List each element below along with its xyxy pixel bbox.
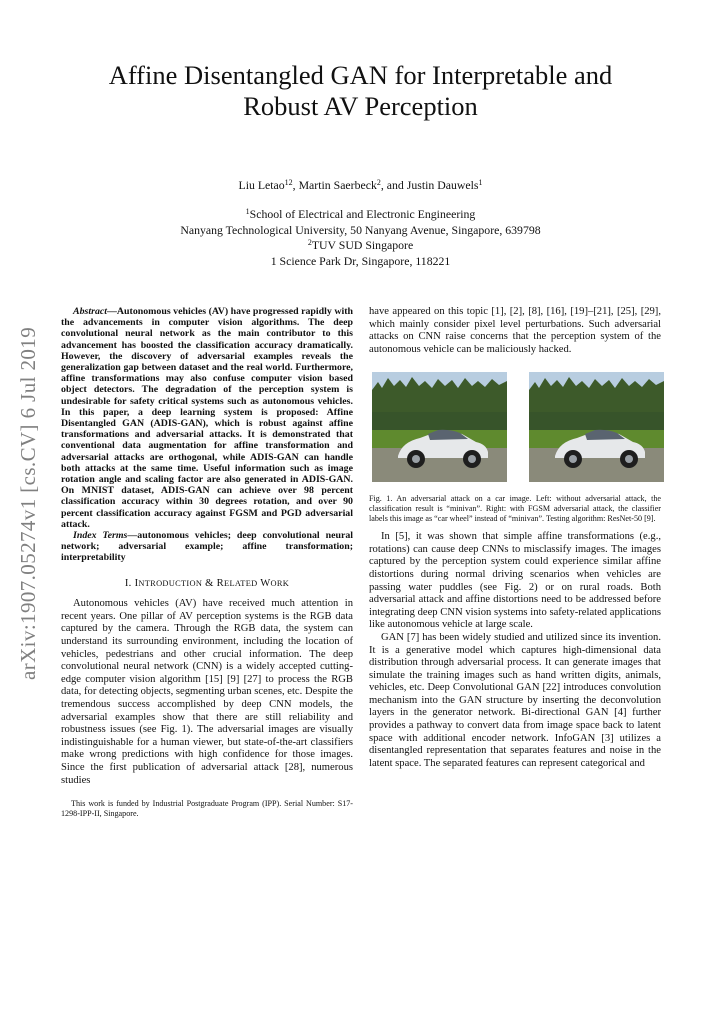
- car-image: [372, 372, 507, 482]
- affiliation-line: 1 Science Park Dr, Singapore, 118221: [270, 253, 451, 268]
- author-name: , and Justin Dauwels: [380, 178, 479, 192]
- funding-footnote: This work is funded by Industrial Postgraduate Program (IPP). Serial Number: S17-1298-IPP-II, Singapore.: [61, 799, 353, 818]
- paper-title: [60, 60, 661, 122]
- left-column: [61, 306, 353, 819]
- author-name: , Martin Saerbeck: [292, 178, 377, 192]
- author-list: [60, 178, 661, 193]
- affiliation-mark: 2: [307, 238, 312, 247]
- abstract-text: —Autonomous vehicles (AV) have progressed rapidly with the advancements in computer vision algorithms. The deep convolutional neural network as the main contributor to this advancement has boosted the classification accuracy dramatically. However, the discovery of adversarial examples reveals the generalization gap between dataset and the real world. Furthermore, affine transformations may also confuse computer vision based object detectors. The degradation of the perception system is undesirable for safety critical systems such as autonomous vehicles. In this paper, a deep learning system is proposed: Affine Disentangled GAN (ADIS-GAN), which is robust against affine transformations and adversarial attacks. It is demonstrated that conventional data augmentation for affine transformation and adversarial attacks are orthogonal, while ADIS-GAN can handle both attacks at the same time. Useful information such as image rotation angle and scaling factor are also generated in ADIS-GAN. On MNIST dataset, ADIS-GAN can achieve over 98 percent classification accuracy within 30 degrees rotation, and over 90 percent classification accuracy against FGSM and PGD adversarial attack.: [61, 306, 353, 530]
- abstract: [61, 306, 353, 530]
- author-affiliation-mark: 12: [284, 178, 293, 187]
- author-affiliation-mark: 2: [376, 178, 381, 187]
- intro-paragraph: Autonomous vehicles (AV) have received much attention in recent years. One pillar of AV perception systems is the RGB data captured by the camera. Through the RGB data, the system can understand its surrounding environment, including the location of vehicles, pedestrians and other crucial information. The deep convolutional neural network (CNN) is a widely accepted cutting-edge computer vision algorithm [15] [9] [27] to process the RGB data, for detecting objects, segmenting urban scenes, etc. Despite the tremendous success accomplished by deep CNN models, the adversarial examples show that there are still reliability and robustness issues (see Fig. 1). The adversarial images are visually indistinguishable for a human viewer, but state-of-the-art classifiers make wrong predictions with high confidence for those images. Since the first publication of adversarial attack [28], numerous studies: [61, 598, 353, 786]
- author-name: Liu Letao: [238, 178, 285, 192]
- intro-paragraph-continued: have appeared on this topic [1], [2], [8], [16], [19]–[21], [25], [29], which mainly consider pixel level perturbations. Such adversarial attacks on CNN raise concerns that the perception system of the autonomous vehicle can be maliciously hacked.: [369, 306, 661, 355]
- affiliations: [60, 207, 661, 269]
- car-image: [529, 372, 664, 482]
- arxiv-identifier: arXiv:1907.05274v1 [cs.CV] 6 Jul 2019: [16, 326, 40, 680]
- index-terms-text: —autonomous vehicles; deep convolutional neural network; adversarial example; affine transformation; interpretability: [61, 530, 354, 564]
- abstract-label: Abstract: [73, 306, 108, 317]
- affiliation-line: Nanyang Technological University, 50 Nanyang Avenue, Singapore, 639798: [180, 222, 541, 237]
- affiliation-line: $^1$School of Electrical and Electronic Engineering: [245, 207, 476, 221]
- figure-1-caption: Fig. 1. An adversarial attack on a car image. Left: without adversarial attack, the classification result is “minivan”. Right: with FGSM adversarial attack, the classifier labels this image as “car wheel” instead of “minivan”. Testing algorithm: ResNet-50 [9].: [369, 494, 661, 523]
- figure-1: [369, 372, 661, 494]
- index-terms-label: Index Terms: [73, 530, 128, 542]
- body-paragraph: GAN [7] has been widely studied and utilized since its invention. It is a generative model which captures high-dimensional data distribution through adversarial process. It can generate images that simulate the training images such as hand written digits, animals, vehicles, etc. Deep Convolutional GAN [22] introduces convolution mechanism into the GAN structure by inserting the deconvolution layers in the generator network. Bi-directional GAN [4] further provides a pathway to convert data from image space back to latent space with additional encoder network. InfoGAN [3] utilizes a disentangled representation that separates features and noise in the latent space. The separated features can represent categorical and: [369, 631, 661, 769]
- affiliation-line: $^2$TUV SUD Singapore: [307, 238, 414, 252]
- title-line-2: Robust AV Perception: [243, 91, 478, 121]
- body-paragraph: In [5], it was shown that simple affine transformations (e.g., rotations) can cause deep CNNs to misclassify images. The images captured by the perception system could experience similar affine distortions during normal driving scenarios when vehicles are passing water puddles (see Fig. 2) or on rural roads. Both adversarial attack and affine distortions need to be addressed before integrating deep CNN vision systems into safety-related applications like autonomous vehicle at large scale.: [369, 531, 661, 631]
- car-photo-adversarial: [529, 372, 664, 482]
- author-affiliation-mark: 1: [478, 178, 483, 187]
- title-line-1: Affine Disentangled GAN for Interpretable and: [108, 60, 613, 90]
- right-column: [369, 306, 661, 770]
- index-terms: [61, 530, 353, 564]
- section-heading: I. INTRODUCTION & RELATED WORK: [124, 577, 290, 589]
- car-photo-original: [372, 372, 507, 482]
- affiliation-mark: 1: [245, 207, 250, 216]
- spacer: [369, 523, 661, 531]
